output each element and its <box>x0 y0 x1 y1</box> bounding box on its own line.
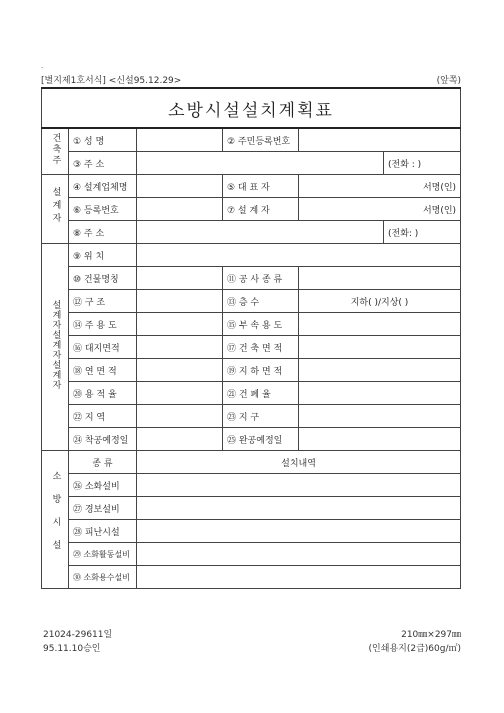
form-title: 소방시설설치계획표 <box>42 88 461 128</box>
firefighting-activity-field[interactable] <box>137 543 461 566</box>
owner-address-field[interactable] <box>137 152 384 175</box>
owner-regno-field[interactable] <box>299 128 461 152</box>
install-detail-header: 설치내역 <box>137 451 461 474</box>
owner-phone[interactable]: (전화 : ) <box>384 152 461 175</box>
paper-spec: (인쇄용지(2급)60g/㎡) <box>368 644 461 654</box>
coverage-ratio-field[interactable] <box>299 382 461 405</box>
designer-section-label: 설계자 <box>42 175 69 244</box>
start-date-label: ㉔ 착공예정일 <box>69 428 137 451</box>
completion-date-label: ㉕ 완공예정일 <box>223 428 299 451</box>
designer-name-sign[interactable]: 서명(인) <box>299 198 461 221</box>
building-section-label: 설계자설계자설계자 <box>42 244 69 451</box>
location-field[interactable] <box>137 244 461 267</box>
owner-regno-label: ② 주민등록번호 <box>223 128 299 152</box>
evacuation-field[interactable] <box>137 520 461 543</box>
designer-rep-label: ⑤ 대 표 자 <box>223 175 299 198</box>
designer-regno-label: ⑥ 등록번호 <box>69 198 137 221</box>
extinguishing-label: ㉖ 소화설비 <box>69 474 137 497</box>
construction-type-field[interactable] <box>299 267 461 290</box>
site-area-label: ⑯ 대지면적 <box>69 336 137 359</box>
basement-area-field[interactable] <box>299 359 461 382</box>
fire-water-label: ㉚ 소화용수설비 <box>69 566 137 589</box>
location-label: ⑨ 위 치 <box>69 244 137 267</box>
paper-size: 210㎜×297㎜ <box>401 630 461 640</box>
designer-address-field[interactable] <box>137 221 384 244</box>
building-name-field[interactable] <box>137 267 223 290</box>
alarm-field[interactable] <box>137 497 461 520</box>
owner-name-field[interactable] <box>137 128 223 152</box>
coverage-ratio-label: ㉑ 건 폐 율 <box>223 382 299 405</box>
site-area-field[interactable] <box>137 336 223 359</box>
floors-field[interactable]: 지하( )/지상( ) <box>299 290 461 313</box>
facility-type-header: 종 류 <box>69 451 137 474</box>
designer-company-field[interactable] <box>137 175 223 198</box>
firefighting-activity-label: ㉙ 소화활동설비 <box>69 543 137 566</box>
total-area-label: ⑱ 연 면 적 <box>69 359 137 382</box>
designer-phone[interactable]: (전화: ) <box>384 221 461 244</box>
designer-company-label: ④ 설계업체명 <box>69 175 137 198</box>
owner-address-label: ③ 주 소 <box>69 152 137 175</box>
building-area-field[interactable] <box>299 336 461 359</box>
designer-address-label: ⑧ 주 소 <box>69 221 137 244</box>
building-name-label: ⑩ 건물명칭 <box>69 267 137 290</box>
zone-field[interactable] <box>137 405 223 428</box>
fire-water-field[interactable] <box>137 566 461 589</box>
floor-area-ratio-label: ⑳ 용 적 율 <box>69 382 137 405</box>
sub-use-label: ⑮ 부 속 용 도 <box>223 313 299 336</box>
approval-date: 95.11.10승인 <box>43 644 101 654</box>
evacuation-label: ㉘ 피난시설 <box>69 520 137 543</box>
designer-name-label: ⑦ 설 계 자 <box>223 198 299 221</box>
building-area-label: ⑰ 건 축 면 적 <box>223 336 299 359</box>
page-side: (앞쪽) <box>436 76 461 86</box>
total-area-field[interactable] <box>137 359 223 382</box>
designer-rep-sign[interactable]: 서명(인) <box>299 175 461 198</box>
main-use-field[interactable] <box>137 313 223 336</box>
owner-section-label: 건축주 <box>42 128 69 175</box>
corner-mark: . <box>41 62 44 70</box>
sub-use-field[interactable] <box>299 313 461 336</box>
form-number: [별지제1호서식] <신설95.12.29> <box>41 76 182 86</box>
structure-field[interactable] <box>137 290 223 313</box>
district-label: ㉓ 지 구 <box>223 405 299 428</box>
structure-label: ⑫ 구 조 <box>69 290 137 313</box>
completion-date-field[interactable] <box>299 428 461 451</box>
designer-regno-field[interactable] <box>137 198 223 221</box>
main-use-label: ⑭ 주 용 도 <box>69 313 137 336</box>
alarm-label: ㉗ 경보설비 <box>69 497 137 520</box>
form-code: 21024-29611일 <box>43 630 113 640</box>
zone-label: ㉒ 지 역 <box>69 405 137 428</box>
fire-section-label: 소방시설 <box>42 451 69 589</box>
start-date-field[interactable] <box>137 428 223 451</box>
construction-type-label: ⑪ 공 사 종 류 <box>223 267 299 290</box>
district-field[interactable] <box>299 405 461 428</box>
floor-area-ratio-field[interactable] <box>137 382 223 405</box>
owner-name-label: ① 성 명 <box>69 128 137 152</box>
extinguishing-field[interactable] <box>137 474 461 497</box>
basement-area-label: ⑲ 지 하 면 적 <box>223 359 299 382</box>
fire-facility-plan-form <box>41 87 461 589</box>
floors-label: ⑬ 층 수 <box>223 290 299 313</box>
